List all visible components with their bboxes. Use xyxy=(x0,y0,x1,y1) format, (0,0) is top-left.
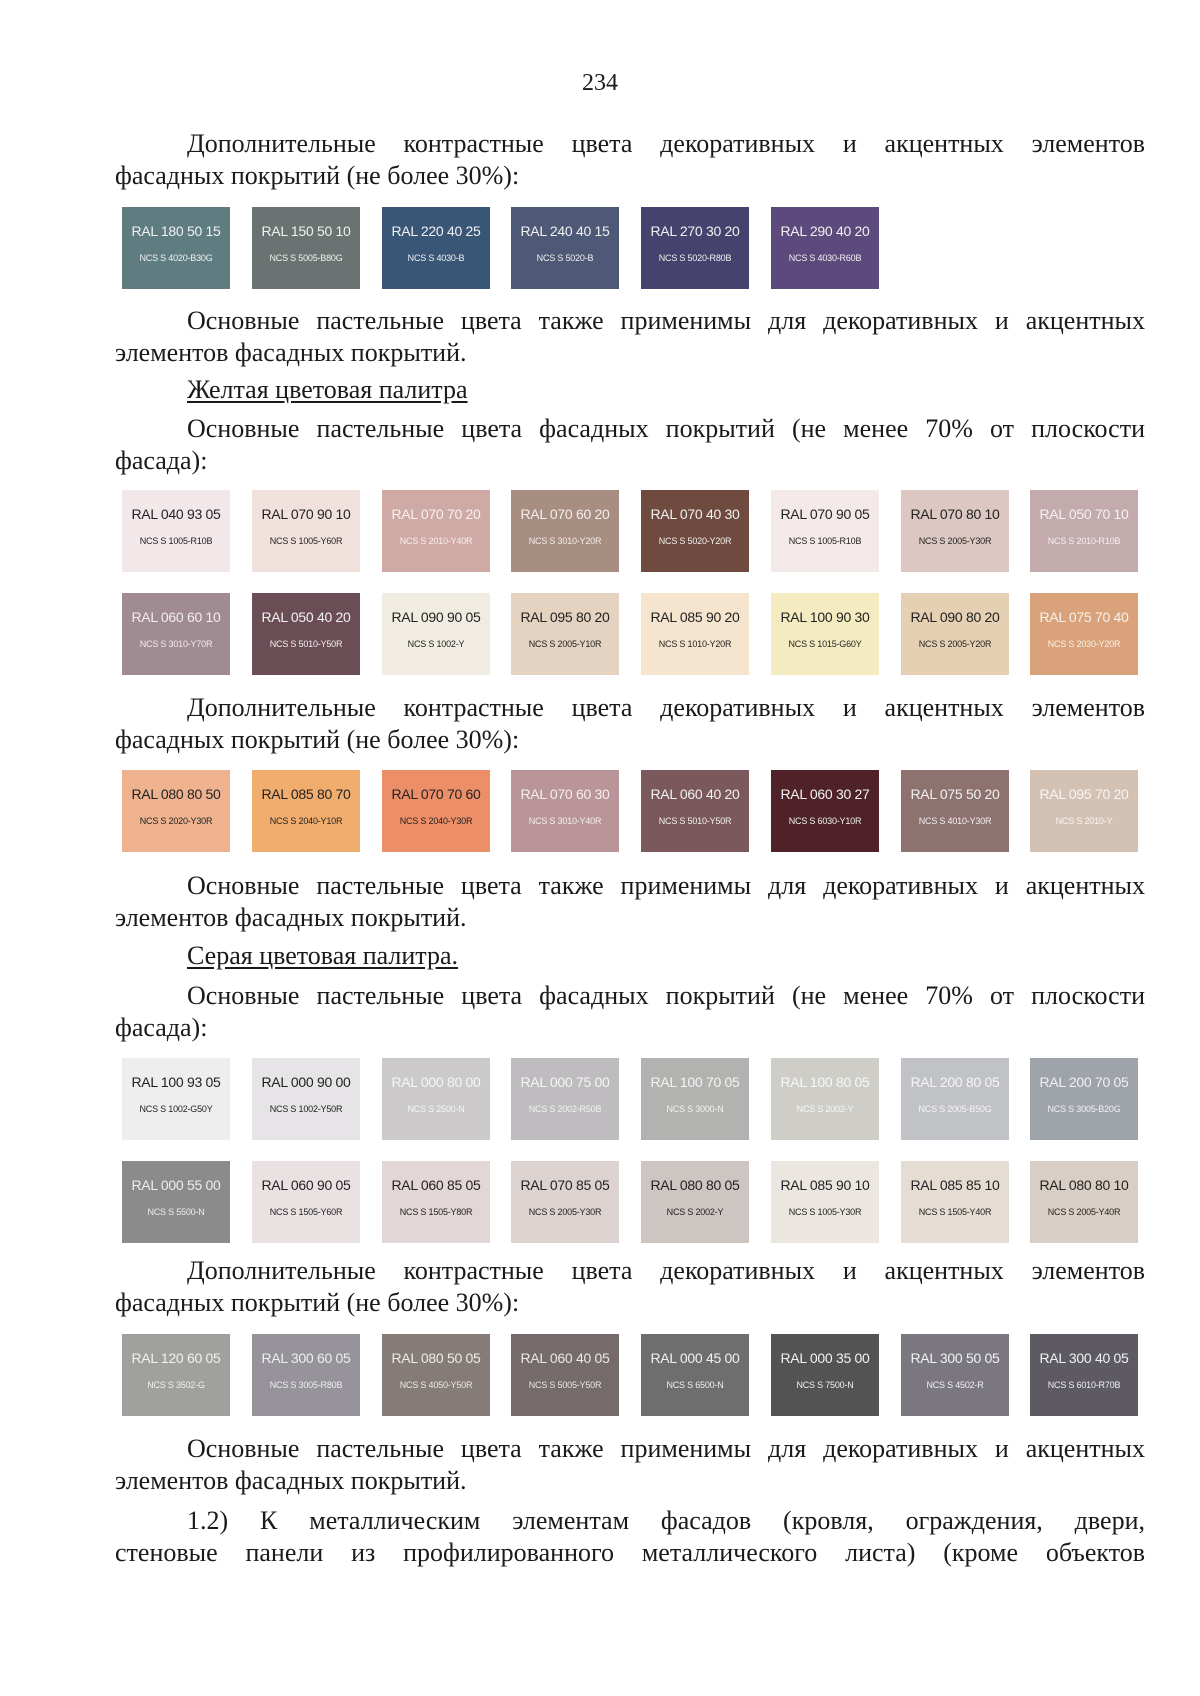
swatch-ncs-code: NCS S 1002-G50Y xyxy=(139,1104,213,1114)
swatch-ncs-code: NCS S 5005-Y50R xyxy=(528,1380,602,1390)
swatch-ral-code: RAL 050 40 20 xyxy=(261,609,351,625)
paragraph-contrast-colors-line1: Дополнительные контрастные цвета декоративных и акцентных элементов xyxy=(187,129,1145,158)
swatch-ral-code: RAL 000 55 00 xyxy=(131,1177,221,1193)
swatch-ral-code: RAL 080 80 50 xyxy=(131,786,221,802)
swatch-ncs-code: NCS S 2500-N xyxy=(407,1104,465,1114)
swatch-ncs-code: NCS S 1015-G60Y xyxy=(788,639,862,649)
swatch-ncs-code: NCS S 5500-N xyxy=(147,1207,205,1217)
color-swatch xyxy=(511,770,619,852)
swatch-ral-code: RAL 070 80 10 xyxy=(910,506,1000,522)
color-swatch xyxy=(252,1058,360,1140)
paragraph-contrast-colors-line2: фасадных покрытий (не более 30%): xyxy=(115,161,520,190)
swatch-ncs-code: NCS S 4502-R xyxy=(926,1380,984,1390)
color-swatch xyxy=(252,490,360,572)
swatch-ral-code: RAL 180 50 15 xyxy=(131,223,221,239)
swatch-ncs-code: NCS S 5020-Y20R xyxy=(658,536,732,546)
color-swatch xyxy=(511,490,619,572)
paragraph-pastel-note-yellow-line2: элементов фасадных покрытий. xyxy=(115,903,467,932)
color-swatch xyxy=(901,1161,1009,1243)
paragraph-contrast-colors-yellow-line1: Дополнительные контрастные цвета декоративных и акцентных элементов xyxy=(187,693,1145,722)
swatch-ncs-code: NCS S 6500-N xyxy=(666,1380,724,1390)
swatch-ncs-code: NCS S 2005-Y40R xyxy=(1047,1207,1121,1217)
color-swatch xyxy=(382,490,490,572)
swatch-ncs-code: NCS S 2002-R50B xyxy=(528,1104,602,1114)
swatch-ncs-code: NCS S 5020-B xyxy=(536,253,594,263)
heading-yellow-palette: Желтая цветовая палитра xyxy=(187,375,468,404)
heading-gray-palette: Серая цветовая палитра. xyxy=(187,941,459,970)
color-swatch xyxy=(252,593,360,675)
swatch-ral-code: RAL 090 80 20 xyxy=(910,609,1000,625)
color-swatch xyxy=(771,490,879,572)
swatch-ncs-code: NCS S 4010-Y30R xyxy=(918,816,992,826)
swatch-row-yellow-pastel-1 xyxy=(0,490,1200,590)
swatch-ral-code: RAL 085 90 10 xyxy=(780,1177,870,1193)
swatch-ral-code: RAL 050 70 10 xyxy=(1039,506,1129,522)
swatch-ral-code: RAL 070 90 05 xyxy=(780,506,870,522)
swatch-ncs-code: NCS S 4020-B30G xyxy=(139,253,213,263)
color-swatch xyxy=(382,770,490,852)
color-swatch xyxy=(511,207,619,289)
color-swatch xyxy=(511,1334,619,1416)
swatch-ncs-code: NCS S 2030-Y20R xyxy=(1047,639,1121,649)
swatch-ral-code: RAL 080 80 05 xyxy=(650,1177,740,1193)
color-swatch xyxy=(122,490,230,572)
swatch-ncs-code: NCS S 1005-R10B xyxy=(139,536,213,546)
paragraph-pastel-note-gray-line2: элементов фасадных покрытий. xyxy=(115,1466,467,1495)
swatch-ral-code: RAL 000 90 00 xyxy=(261,1074,351,1090)
color-swatch xyxy=(641,490,749,572)
swatch-ral-code: RAL 060 90 05 xyxy=(261,1177,351,1193)
swatch-ncs-code: NCS S 4030-R60B xyxy=(788,253,862,263)
swatch-ncs-code: NCS S 5005-B80G xyxy=(269,253,343,263)
swatch-ral-code: RAL 000 35 00 xyxy=(780,1350,870,1366)
swatch-row-yellow-contrast xyxy=(0,770,1200,870)
color-swatch xyxy=(252,1161,360,1243)
paragraph-contrast-colors-yellow-line2: фасадных покрытий (не более 30%): xyxy=(115,725,520,754)
swatch-ncs-code: NCS S 1005-Y60R xyxy=(269,536,343,546)
paragraph-contrast-colors-gray-line1: Дополнительные контрастные цвета декоративных и акцентных элементов xyxy=(187,1256,1145,1285)
swatch-ral-code: RAL 000 45 00 xyxy=(650,1350,740,1366)
paragraph-pastel-note-line1: Основные пастельные цвета также применимы для декоративных и акцентных xyxy=(187,306,1145,335)
color-swatch xyxy=(771,593,879,675)
swatch-ncs-code: NCS S 3010-Y20R xyxy=(528,536,602,546)
swatch-ncs-code: NCS S 6030-Y10R xyxy=(788,816,862,826)
paragraph-pastel-note-gray-line1: Основные пастельные цвета также применимы для декоративных и акцентных xyxy=(187,1434,1145,1463)
swatch-ncs-code: NCS S 1505-Y60R xyxy=(269,1207,343,1217)
color-swatch xyxy=(641,207,749,289)
page-number: 234 xyxy=(582,70,618,96)
swatch-ncs-code: NCS S 2010-R10B xyxy=(1047,536,1121,546)
swatch-ral-code: RAL 075 70 40 xyxy=(1039,609,1129,625)
swatch-ncs-code: NCS S 1010-Y20R xyxy=(658,639,732,649)
swatch-ral-code: RAL 095 70 20 xyxy=(1039,786,1129,802)
swatch-ral-code: RAL 100 90 30 xyxy=(780,609,870,625)
color-swatch xyxy=(771,770,879,852)
color-swatch xyxy=(1030,1334,1138,1416)
swatch-ncs-code: NCS S 1505-Y40R xyxy=(918,1207,992,1217)
swatch-ral-code: RAL 080 50 05 xyxy=(391,1350,481,1366)
swatch-ncs-code: NCS S 3005-R80B xyxy=(269,1380,343,1390)
swatch-ncs-code: NCS S 6010-R70B xyxy=(1047,1380,1121,1390)
paragraph-metal-elements-line1: 1.2) К металлическим элементам фасадов (кровля, ограждения, двери, xyxy=(187,1506,1145,1535)
color-swatch xyxy=(901,1334,1009,1416)
swatch-ncs-code: NCS S 2005-Y10R xyxy=(528,639,602,649)
swatch-ncs-code: NCS S 5010-Y50R xyxy=(269,639,343,649)
swatch-ncs-code: NCS S 1002-Y50R xyxy=(269,1104,343,1114)
swatch-ncs-code: NCS S 7500-N xyxy=(796,1380,854,1390)
color-swatch xyxy=(252,207,360,289)
swatch-ral-code: RAL 290 40 20 xyxy=(780,223,870,239)
swatch-ncs-code: NCS S 1005-Y30R xyxy=(788,1207,862,1217)
color-swatch xyxy=(511,1058,619,1140)
swatch-ncs-code: NCS S 2002-Y xyxy=(796,1104,854,1114)
swatch-ral-code: RAL 070 85 05 xyxy=(520,1177,610,1193)
swatch-ncs-code: NCS S 2020-Y30R xyxy=(139,816,213,826)
color-swatch xyxy=(122,1161,230,1243)
swatch-ral-code: RAL 070 70 20 xyxy=(391,506,481,522)
swatch-ncs-code: NCS S 1505-Y80R xyxy=(399,1207,473,1217)
swatch-ral-code: RAL 000 75 00 xyxy=(520,1074,610,1090)
swatch-ncs-code: NCS S 2040-Y10R xyxy=(269,816,343,826)
swatch-ral-code: RAL 085 80 70 xyxy=(261,786,351,802)
color-swatch xyxy=(901,593,1009,675)
color-swatch xyxy=(382,207,490,289)
color-swatch xyxy=(122,207,230,289)
swatch-ral-code: RAL 060 40 20 xyxy=(650,786,740,802)
swatch-ral-code: RAL 220 40 25 xyxy=(391,223,481,239)
swatch-ral-code: RAL 100 93 05 xyxy=(131,1074,221,1090)
swatch-ral-code: RAL 120 60 05 xyxy=(131,1350,221,1366)
swatch-row-blue-contrast xyxy=(0,207,1200,307)
color-swatch xyxy=(382,593,490,675)
paragraph-pastel-note-yellow-line1: Основные пастельные цвета также применимы для декоративных и акцентных xyxy=(187,871,1145,900)
paragraph-main-pastel-line1: Основные пастельные цвета фасадных покрытий (не менее 70% от плоскости xyxy=(187,414,1145,443)
color-swatch xyxy=(1030,490,1138,572)
swatch-ral-code: RAL 060 40 05 xyxy=(520,1350,610,1366)
color-swatch xyxy=(382,1058,490,1140)
paragraph-main-pastel-gray-line2: фасада): xyxy=(115,1013,208,1042)
color-swatch xyxy=(382,1334,490,1416)
swatch-ral-code: RAL 200 70 05 xyxy=(1039,1074,1129,1090)
swatch-ncs-code: NCS S 3010-Y40R xyxy=(528,816,602,826)
swatch-ral-code: RAL 040 93 05 xyxy=(131,506,221,522)
color-swatch xyxy=(511,1161,619,1243)
swatch-ral-code: RAL 070 60 20 xyxy=(520,506,610,522)
swatch-ncs-code: NCS S 1005-R10B xyxy=(788,536,862,546)
swatch-ncs-code: NCS S 2010-Y40R xyxy=(399,536,473,546)
color-swatch xyxy=(641,1161,749,1243)
swatch-ncs-code: NCS S 3010-Y70R xyxy=(139,639,213,649)
color-swatch xyxy=(901,490,1009,572)
swatch-ral-code: RAL 090 90 05 xyxy=(391,609,481,625)
paragraph-metal-elements-line2: стеновые панели из профилированного металлического листа) (кроме объектов xyxy=(115,1538,1145,1567)
color-swatch xyxy=(252,1334,360,1416)
swatch-ral-code: RAL 085 90 20 xyxy=(650,609,740,625)
swatch-ral-code: RAL 070 60 30 xyxy=(520,786,610,802)
swatch-ral-code: RAL 000 80 00 xyxy=(391,1074,481,1090)
swatch-ncs-code: NCS S 2005-Y30R xyxy=(918,536,992,546)
swatch-ncs-code: NCS S 2002-Y xyxy=(666,1207,724,1217)
color-swatch xyxy=(771,1161,879,1243)
swatch-row-yellow-pastel-2 xyxy=(0,593,1200,693)
swatch-row-gray-contrast xyxy=(0,1334,1200,1434)
swatch-ral-code: RAL 085 85 10 xyxy=(910,1177,1000,1193)
swatch-ral-code: RAL 075 50 20 xyxy=(910,786,1000,802)
swatch-ral-code: RAL 300 40 05 xyxy=(1039,1350,1129,1366)
swatch-ncs-code: NCS S 1002-Y xyxy=(407,639,465,649)
color-swatch xyxy=(771,207,879,289)
swatch-ral-code: RAL 060 30 27 xyxy=(780,786,870,802)
color-swatch xyxy=(382,1161,490,1243)
color-swatch xyxy=(1030,1058,1138,1140)
swatch-ral-code: RAL 200 80 05 xyxy=(910,1074,1000,1090)
swatch-ral-code: RAL 060 85 05 xyxy=(391,1177,481,1193)
swatch-ncs-code: NCS S 2040-Y30R xyxy=(399,816,473,826)
color-swatch xyxy=(641,770,749,852)
color-swatch xyxy=(122,1334,230,1416)
color-swatch xyxy=(771,1334,879,1416)
swatch-ncs-code: NCS S 2005-Y30R xyxy=(528,1207,602,1217)
paragraph-pastel-note-line2: элементов фасадных покрытий. xyxy=(115,338,467,367)
color-swatch xyxy=(901,770,1009,852)
swatch-ral-code: RAL 150 50 10 xyxy=(261,223,351,239)
paragraph-main-pastel-line2: фасада): xyxy=(115,446,208,475)
swatch-ral-code: RAL 240 40 15 xyxy=(520,223,610,239)
swatch-ncs-code: NCS S 2005-B50G xyxy=(918,1104,992,1114)
swatch-ral-code: RAL 070 90 10 xyxy=(261,506,351,522)
color-swatch xyxy=(122,1058,230,1140)
swatch-ncs-code: NCS S 4030-B xyxy=(407,253,465,263)
color-swatch xyxy=(1030,770,1138,852)
swatch-ncs-code: NCS S 4050-Y50R xyxy=(399,1380,473,1390)
paragraph-main-pastel-gray-line1: Основные пастельные цвета фасадных покрытий (не менее 70% от плоскости xyxy=(187,981,1145,1010)
swatch-ncs-code: NCS S 5020-R80B xyxy=(658,253,732,263)
color-swatch xyxy=(511,593,619,675)
color-swatch xyxy=(901,1058,1009,1140)
swatch-row-gray-pastel-1 xyxy=(0,1058,1200,1158)
color-swatch xyxy=(1030,593,1138,675)
swatch-row-gray-pastel-2 xyxy=(0,1161,1200,1261)
color-swatch xyxy=(252,770,360,852)
swatch-ral-code: RAL 100 70 05 xyxy=(650,1074,740,1090)
color-swatch xyxy=(641,593,749,675)
color-swatch xyxy=(122,593,230,675)
color-swatch xyxy=(641,1058,749,1140)
swatch-ncs-code: NCS S 3502-G xyxy=(147,1380,205,1390)
swatch-ral-code: RAL 070 40 30 xyxy=(650,506,740,522)
swatch-ral-code: RAL 270 30 20 xyxy=(650,223,740,239)
swatch-ral-code: RAL 095 80 20 xyxy=(520,609,610,625)
color-swatch xyxy=(1030,1161,1138,1243)
color-swatch xyxy=(641,1334,749,1416)
swatch-ral-code: RAL 300 50 05 xyxy=(910,1350,1000,1366)
swatch-ral-code: RAL 070 70 60 xyxy=(391,786,481,802)
paragraph-contrast-colors-gray-line2: фасадных покрытий (не более 30%): xyxy=(115,1288,520,1317)
swatch-ral-code: RAL 080 80 10 xyxy=(1039,1177,1129,1193)
swatch-ncs-code: NCS S 2010-Y xyxy=(1055,816,1113,826)
swatch-ncs-code: NCS S 3005-B20G xyxy=(1047,1104,1121,1114)
color-swatch xyxy=(771,1058,879,1140)
swatch-ncs-code: NCS S 2005-Y20R xyxy=(918,639,992,649)
swatch-ncs-code: NCS S 3000-N xyxy=(666,1104,724,1114)
swatch-ncs-code: NCS S 5010-Y50R xyxy=(658,816,732,826)
swatch-ral-code: RAL 100 80 05 xyxy=(780,1074,870,1090)
swatch-ral-code: RAL 060 60 10 xyxy=(131,609,221,625)
color-swatch xyxy=(122,770,230,852)
swatch-ral-code: RAL 300 60 05 xyxy=(261,1350,351,1366)
